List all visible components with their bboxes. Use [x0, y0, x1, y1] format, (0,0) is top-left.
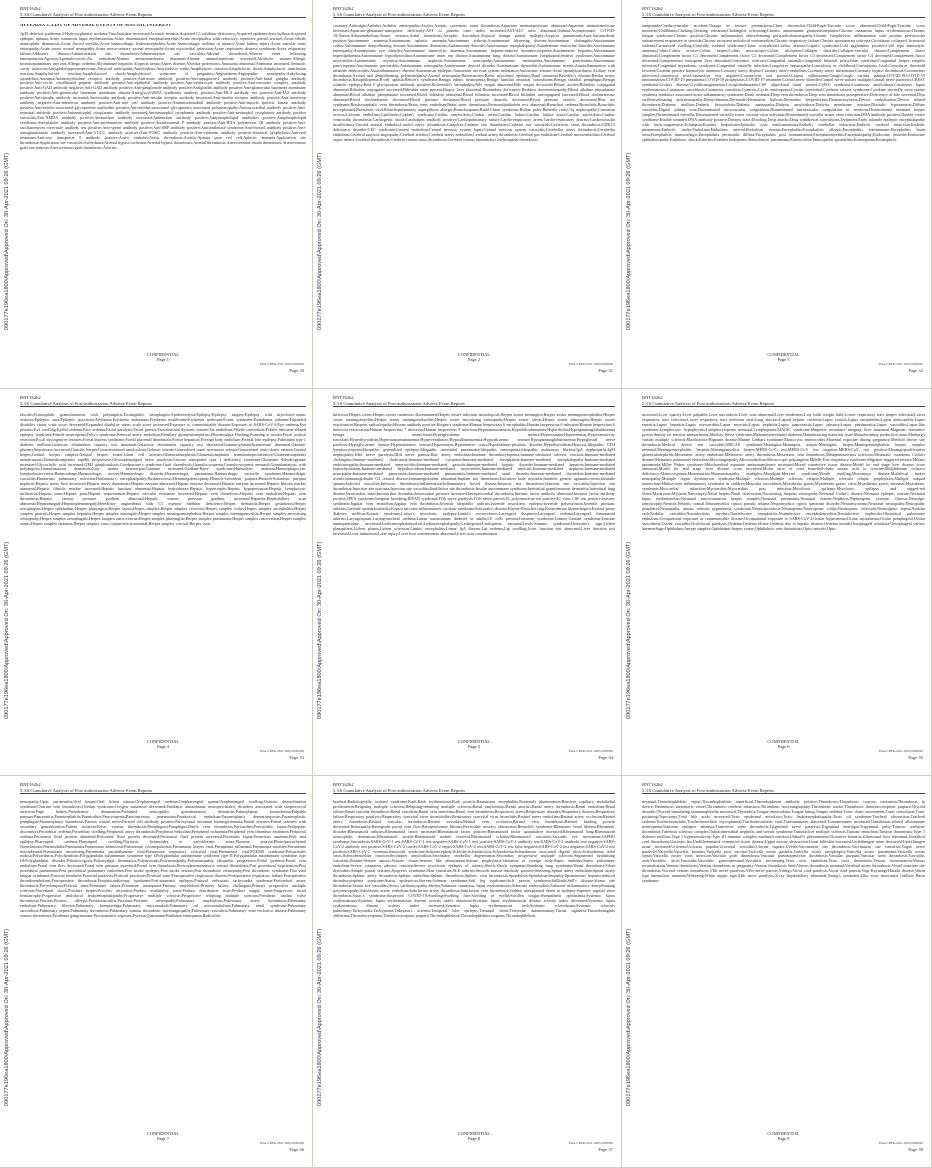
page-label: Page 6	[777, 744, 790, 749]
doc-id: BNT162b2	[333, 782, 354, 787]
footer-code: FDA-CBER-2021-5683-0000000	[878, 362, 923, 366]
document-page	[622, 389, 932, 776]
confidential-footer	[333, 352, 615, 362]
aesi-list-text: tamponade;Cerebrovascular accident;Change in seizure presentation;Chest discomfort;Child-Pugh-Turcotte score abnormal;Child-Pugh-Turcotte score increased;Chillblains;Choking;Choking sensation;Cholangitis sclerosing;Chronic autoimmune glomerulonephritis;Chronic cutaneous lupus erythematosus;Chronic fatigue syndrome;Chronic gastritis;Chronic inflammatory demyelinating polyradiculoneuropathy;Chronic lymphocytic inflammation with pontine perivascular enhancement responsive to steroids;Chronic recurrent multifocal osteomyelitis;Chronic respiratory failure;Chronic spontaneous urticaria;Circulatory collapse;Circumoral oedema;Circumoral swelling;Clinically isolated syndrome;Clonic convulsion;Coeliac disease;Cogan's syndrome;Cold agglutinins positive;Cold type haemolytic anaemia;Colitis;Colitis erosive;Colitis herpes;Colitis microscopic;Colitis ulcerative;Collagen disorder;Collagen-vascular disease;Complement factor abnormal;Complement factor C1 decreased;Complement factor C2 decreased;Complement factor C3 decreased;Complement factor C4 decreased;Complement factor decreased;Computerised tomogram liver abnormal;Concentric sclerosis;Congenital anomaly;Congenital bilateral perisylvian syndrome;Congenital herpes simplex infection;Congenital myasthenic syndrome;Congenital varicella infection;Congestive hepatopathy;Convulsion in childhood;Convulsions local;Convulsive threshold lowered;Coombs positive haemolytic anaemia;Coronary artery disease;Coronary artery embolism;Coronary artery thrombosis;Coronary bypass thrombosis;Coronavirus infection;Coronavirus test;Coronavirus test negative;Coronavirus test positive;Corpus callosotomy;Cough;Cough variant asthma;COVID-19;COVID-19 immunisation;COVID-19 pneumonia;COVID-19 prophylaxis;COVID-19 treatment;Cranial nerve disorder;Cranial nerve palsies multiple;Cranial nerve paralysis;CREST syndrome;Crohn's disease;Cryofibrinogenaemia;Cryoglobulinaemia;CSF oligoclonal band present;CSWS syndrome;Cutaneous amyloidosis;Cutaneous lupus erythematosus;Cutaneous sarcoidosis;Cutaneous vasculitis;Cyanosis;Cyclic neutropenia;Cystitis interstitial;Cytokine release syndrome;Cytokine storm;De novo purine synthesis inhibitors associated acute inflammatory syndrome;Death neonatal;Deep vein thrombosis;Deep vein thrombosis postoperative;Deficiency of bile secretion;Deja vu;Demyelinating polyneuropathy;Demyelination;Dermatitis;Dermatitis bullous;Dermatitis herpetiformis;Dermatomyositis;Device embolisation;Device related thrombosis;Diabetes mellitus;Diabetic ketoacidosis;Diabetic mastopathy;Dialysis amyloidosis;Dialysis membrane reaction;Diastolic hypotension;Diffuse vasculitis;Digital pitting scar;Disseminated intravascular coagulation;Disseminated intravascular coagulation in newborn;Disseminated neonatal herpes simplex;Disseminated varicella;Disseminated varicella zoster vaccine virus infection;Disseminated varicella zoster virus infection;DNA antibody positive;Double cortex syndrome;Double stranded DNA antibody positive;Dreamy state;Drooling;Drop attacks;Drug withdrawal convulsions;Dyspnoea;Early infantile epileptic encephalopathy with burst-suppression;Eclampsia;Eczema herpeticum;Embolia cutis medicamentosa;Embolic cerebellar infarction;Embolic cerebral infarction;Embolic pneumonia;Embolic stroke;Embolism;Embolism arterial;Embolism venous;Encephalitis;Encephalitis allergic;Encephalitis autoimmune;Encephalitis brain stem;Encephalitis haemorrhagic;Encephalitis periaxialis diffusa;Encephalitis post immunisation;Encephalomyelitis;Encephalopathy;Endocrine disorder;Endocrine ophthalmopathy;Endotoxic shock;Enteritis;Enteritis leukopenic;Enterobacter pneumonia;Enterocolitis;Enteropathic spondylitis;Eosinopenia;Eosinophilic	[642, 24, 925, 142]
confidential-label: CONFIDENTIAL	[146, 1131, 180, 1136]
section-header: 5.3.6 Cumulative Analysis of Post-authorization Adverse Event Reports	[20, 788, 306, 794]
confidential-label: CONFIDENTIAL	[457, 1131, 491, 1136]
document-page	[313, 776, 622, 1168]
page-label: Page 3	[777, 357, 790, 362]
footer-code: FDA-CBER-2021-5683-0000000	[259, 749, 304, 753]
page-body	[20, 800, 306, 1127]
document-page	[622, 0, 932, 389]
page-number: Page 32	[908, 368, 923, 373]
appendix-title: APPENDIX 1. LIST OF ADVERSE EVENTS OF SPECIAL INTEREST	[20, 24, 172, 28]
footer-code: FDA-CBER-2021-5683-0000000	[878, 1141, 923, 1145]
page-number: Page 34	[598, 755, 613, 760]
confidential-label: CONFIDENTIAL	[146, 739, 180, 744]
confidential-footer	[333, 1131, 615, 1141]
page-number: Page 37	[598, 1147, 613, 1152]
aesi-list-text: neuropathy;Optic perineuritis;Oral herpes;Oral lichen planus;Oropharyngeal oedema;Oropharyngeal spasm;Oropharyngeal swelling;Osmotic demyelination syndrome;Ovarian vein thrombosis;Overlap syndrome;Oxygen saturation decreased;Paediatric autoimmune neuropsychiatric disorders associated with streptococcal infection;Page kidney;Palindromic rheumatism;Palisaded neutrophilic granulomatous dermatitis;Palmoplantar keratoderma;Palpable purpura;Pancreatitis;Panencephalitis;Panniculitis;Pancytopenia;Paracancerous pneumonia;Paradoxical embolism;Paraneoplastic dermatomyositis;Paraneoplastic pemphigus;Paraneoplastic thrombosis;Paresis cranial nerve;Parietal cell antibody positive;Paroxysmal nocturnal haemoglobinuria;Partial seizures;Partial seizures with secondary generalisation;Patient isolation;Pelvic venous thrombosis;Pemphigoid;Pemphigus;Penile vein thrombosis;Pericarditis;Pericarditis lupus;Perihepatic discomfort;Periorbital oedema;Periorbital swelling;Peripheral artery thrombosis;Peripheral embolism;Peripheral ischaemia;Peripheral vein thrombus extension;Periportal oedema;Peritoneal fluid protein abnormal;Peritoneal fluid protein decreased;Peritoneal fluid protein increased;Peritonitis lupus;Pernicious anaemia;Petit mal epilepsy;Pharyngeal oedema;Pharyngeal swelling;Pityriasis lichenoides et varioliformis acuta;Placenta praevia;Pleuroparenchymal fibroelastosis;Pneumobilia;Pneumonia;Pneumonia adenoviral;Pneumonia cytomegaloviral;Pneumonia herpes viral;Pneumonia influenzal;Pneumonia measles;Pneumonia mycoplasmal;Pneumonia necrotising;Pneumonia parainfluenzae viral;Pneumonia respiratory syncytial viral;Pneumonia viral;POEMS syndrome;Polyarteritis nodosa;Polyarthritis;Polychondritis;Polyglandular autoimmune syndrome type I;Polyglandular autoimmune syndrome type II;Polyglandular autoimmune syndrome type III;Polyglandular disorder;Polymicrogyria;Polymyalgia rheumatica;Polymyositis;Polyneuropathy;Polyneuropathy idiopathic progressive;Portal pyaemia;Portal vein embolism;Portal vein flow decreased;Portal vein pressure increased;Portal vein thrombosis;Portosplenomesenteric venous thrombosis;Post procedural hypotension;Post procedural pneumonia;Post procedural pulmonary embolism;Post stroke epilepsy;Post stroke seizure;Post thrombotic retinopathy;Post thrombotic syndrome;Post viral fatigue syndrome;Postictal headache;Postictal paralysis;Postictal psychosis;Postictal state;Postoperative respiratory distress;Postoperative respiratory failure;Postoperative thromboembolism;Postoperative thrombosis;Postpericardiotomy syndrome;Post-traumatic epilepsy;Postural orthostatic tachycardia syndrome;Precerebral artery thrombosis;Pre-eclampsia;Preictal state;Premature labour;Premature menopause;Primary amyloidosis;Primary biliary cholangitis;Primary progressive multiple sclerosis;Procedural shock;Proctitis herpes;Proctitis ulcerative;Product availability issue;Product distribution issue;Product supply issue;Progressive facial hemiatrophy;Progressive multifocal leukoencephalopathy;Progressive multiple sclerosis;Progressive relapsing multiple sclerosis;Prosthetic cardiac valve thrombosis;Pruritus;Pruritus allergic;Pseudovasculitis;Psoriasis;Psoriatic arthropathy;Pulmonary amyloidosis;Pulmonary artery thrombosis;Pulmonary embolism;Pulmonary fibrosis;Pulmonary haemorrhage;Pulmonary microemboli;Pulmonary oil microembolism;Pulmonary renal syndrome;Pulmonary sarcoidosis;Pulmonary sepsis;Pulmonary thrombosis;Pulmonary tumour thrombotic microangiopathy;Pulmonary vasculitis;Pulmonary veno-occlusive disease;Pulmonary venous thrombosis;Pyoderma gangrenosum;Pyostomatitis vegetans;Pyrexia;Quarantine;Radiation leukopenia;Radiculitis	[20, 800, 306, 918]
document-page	[0, 0, 313, 389]
page-body	[333, 800, 615, 1127]
page-label: Page 9	[777, 1136, 790, 1141]
document-page	[313, 0, 622, 389]
section-header: 5.3.6 Cumulative Analysis of Post-authorization Adverse Event Reports	[20, 12, 306, 18]
footer-code: FDA-CBER-2021-5683-0000000	[568, 1141, 613, 1145]
section-header: 5.3.6 Cumulative Analysis of Post-authorization Adverse Event Reports	[642, 788, 925, 794]
page-label: Page 1	[157, 357, 169, 362]
aesi-list-text: infection;Herpes zoster;Herpes zoster cutaneous disseminated;Herpes zoster infection neurological;Herpes zoster meningitis;Herpes zoster meningoencephalitis;Herpes zoster meningomyelitis;Herpes zoster meningoradiculitis;Herpes zoster necrotising retinopathy;Herpes zoster oticus;Herpes zoster pharyngitis;Herpes zoster reactivation;Herpetic radiculopathy;Histone antibody positive;Hoigne's syndrome;Human herpesvirus 6 encephalitis;Human herpesvirus 6 infection;Human herpesvirus 6 infection reactivation;Human herpesvirus 7 infection;Human herpesvirus 8 infection;Hyperammonaemia;Hyperbilirubinaemia;Hypercholia;Hypergammaglobulinaemia benign monoclonal;Hyperglycaemic seizure;Hypersomnia;Hypertension;Hypersensitivity vasculitis;Hyperthyroidism;Hypertransaminasaemia;Hyperventilation;Hypoalbuminaemia;Hypocalcaemic seizure;Hypogammaglobulinaemia;Hypoglossal nerve paralysis;Hypoglycaemic seizure;Hyponatraemic seizure;Hypotension;Hypotensive crisis;Hypothalamo-pituitary disorder;Hypothyroidism;Hypoxia;Idiopathic CD4 lymphocytopenia;Idiopathic generalised epilepsy;Idiopathic interstitial pneumonia;Idiopathic neutropenia;Idiopathic pulmonary fibrosis;IgA nephropathy;IgM nephropathy;IIIrd nerve paralysis;IIIrd nerve paresis;Iliac artery embolism;Immune thrombocytopenia;Immune-mediated adverse reaction;Immune-mediated cholangitis;Immune-mediated cholestasis;Immune-mediated cytopenia;Immune-mediated encephalitis;Immune-mediated encephalopathy;Immune-mediated endocrinopathy;Immune-mediated enterocolitis;Immune-mediated gastritis;Immune-mediated hepatic disorder;Immune-mediated hepatitis;Immune-mediated hyperthyroidism;Immune-mediated hypothyroidism;Immune-mediated myocarditis;Immune-mediated myositis;Immune-mediated nephritis;Immune-mediated neuropathy;Immune-mediated pancreatitis;Immune-mediated pneumonitis;Immune-mediated renal disorder;Immune-mediated thyroiditis;Immune-mediated uveitis;Immunoglobulin G4 related disease;Immunoglobulins abnormal;Implant site thrombosis;Inclusion body myositis;Infantile genetic agranulocytosis;Infantile spasms;Infected vasculitis;Infective thrombosis;Inflammation;Inflammatory bowel disease;Infusion site thrombosis;Infusion site vasculitis;Injection site thrombosis;Injection site urticaria;Injection site vasculitis;Instillation site thrombosis;Insulin autoimmune syndrome;Interstitial granulomatous dermatitis;Interstitial lung disease;Intracardiac mass;Intracardiac thrombus;Intracranial pressure increased;Intrapericardial thrombosis;Intrinsic factor antibody abnormal;Intrinsic factor antibody positive;IPEX syndrome;Irregular breathing;IRVAN syndrome;IVth nerve paralysis;IVth nerve paresis;JC polyomavirus test positive;JC virus CSF test positive;Jeavons syndrome;Jugular vein embolism;Jugular vein thrombosis;Juvenile idiopathic arthritis;Juvenile myoclonic epilepsy;Juvenile polymyositis;Juvenile psoriatic arthritis;Juvenile spondyloarthritis;Kaposi sarcoma inflammatory cytokine syndrome;Kawasaki's disease;Kayser-Fleischer ring;Keratoderma blenorrhagica;Ketosis-prone diabetes mellitus;Kounis syndrome;Lafora's myoclonic epilepsy;Lambl's excrescences;Laryngeal dyspnoea;Laryngeal oedema;Laryngeal rheumatoid arthritis;Laryngospasm;Laryngotracheal oedema;Latent autoimmune diabetes in adults;LE cells present;Lemierre syndrome;Lennox-Gastaut syndrome;Leucine aminopeptidase increased;Leukoencephalomyelitis;Leukoencephalopathy;Leukopenia;Leukopenia neonatal;Lewis-Sumner syndrome;Lhermitte's sign;Lichen planopilaris;Lichen planus;Lichen sclerosus;Limbic encephalitis;Linear IgA disease;Lip oedema;Lip swelling;Liver function test abnormal;Liver function test increased;Liver induration;Liver injury;Liver iron concentration abnormal;Liver iron concentration	[333, 413, 615, 536]
approval-stamp: 090177e196ea1800\Approved\Approved On: 30-Apr-2021 09:26 (GMT)	[626, 152, 632, 330]
aesi-list-text: increased;Liver opacity;Liver palpable;Liver sarcoidosis;Liver scan abnormal;Liver tenderness;Low birth weight baby;Lower respiratory tract herpes infection;Lower respiratory tract infection;Lower respiratory tract infection viral;Lung abscess;Lupoid hepatic cirrhosis;Lupus cystitis;Lupus encephalitis;Lupus endocarditis;Lupus enteritis;Lupus hepatitis;Lupus myocarditis;Lupus myositis;Lupus nephritis;Lupus pancreatitis;Lupus pleurisy;Lupus pneumonitis;Lupus vasculitis;Lupus-like syndrome;Lymphocytic hypophysitis;Lymphocytopenia neonatal;Lymphopenia;MAGIC syndrome;Magnetic resonance imaging liver abnormal;Magnetic resonance proton density fat fraction measurement;Mallory-Weiss syndrome;Malnutrition-related diabetes;Manufacturing materials issue;Manufacturing production issue;Marburg's variant multiple sclerosis;Marchiafava-Bignami disease;Marine Lenhart syndrome;Mastocytic enterocolitis;Maternal exposure during pregnancy;Medical device site thrombosis;Medical device site vasculitis;MELAS syndrome;Meningitis;Meningitis aseptic;Meningitis herpes;Meningoencephalitis herpes simplex neonatal;Meningoencephalitis herpetic;Meningomyelitis herpes;MERS-CoV test;MERS-CoV test negative;MERS-CoV test positive;Mesangioproliferative glomerulonephritis;Mesenteric artery embolism;Mesenteric artery thrombosis;Mesenteric vein thrombosis;Metapneumovirus infection;Metastatic cutaneous Crohn's disease;Metastatic pulmonary embolism;Microangiopathy;Microembolism;Microscopic polyangiitis;Middle East respiratory syndrome;Migraine-triggered seizure;Miliary pneumonia;Miller Fisher syndrome;Mitochondrial aspartate aminotransferase increased;Mixed connective tissue disease;Model for end stage liver disease score abnormal;Model for end stage liver disease score increased;Molar ratio of total branched-chain amino acid to tyrosine;Molybdenum cofactor deficiency;Monocytopenia;Mononeuritis;Mononeuropathy multiplex;Morphoea;Morvan syndrome;Mouth swelling;Moyamoya disease;Multifocal motor neuropathy;Multiple organ dysfunction syndrome;Multiple sclerosis;Multiple sclerosis relapse;Multiple sclerosis relapse prophylaxis;Multiple subpial transection;Multisystem inflammatory syndrome in children;Muscular sarcoidosis;Myasthenia gravis;Myasthenia gravis crisis;Myasthenia gravis neonatal;Myasthenic syndrome;Myocardial infarction;Myocarditis;Myocarditis post infection;Myoclonic epilepsy;Myoclonic epilepsy and ragged-red fibres;Myokymia;Myositis;Narcolepsy;Nasal herpes;Nasal obstruction;Necrotising herpetic retinopathy;Neonatal Crohn's disease;Neonatal epileptic seizure;Neonatal lupus erythematosus;Neonatal mucocutaneous herpes simplex;Neonatal pneumonia;Neonatal seizure;Nephritis;Nephrogenic systemic fibrosis;Neuralgic amyotrophy;Neuritis;Neuritis cranial;Neuromyelitis optica pseudo relapse;Neuromyelitis optica spectrum disorder;Neuromyotonia;Neuronal neuropathy;Neuropathy peripheral;Neuropathy, ataxia, retinitis pigmentosa syndrome;Neurosarcoidosis;Neutropenia;Neutropenic colitis;Neutropenic infection;Neutropenic sepsis;Nodular rash;Nodular vasculitis;Noninfectious myelitis;Noninfective encephalitis;Noninfective encephalomyelitis;Noninfective oophoritis;Obstetrical pulmonary embolism;Occupational exposure to communicable disease;Occupational exposure to SARS-CoV-2;Ocular hyperaemia;Ocular myasthenia;Ocular pemphigoid;Ocular sarcoidosis;Ocular vasculitis;Oculofacial paralysis;Oedema;Oedema blister;Oedema due to hepatic disease;Oedema mouth;Oesophageal achalasia;Oesophageal varices haemorrhage;Ophthalmic herpes simplex;Ophthalmic herpes zoster;Ophthalmic vein thrombosis;Optic neuritis;Optic	[642, 413, 925, 531]
confidential-footer	[642, 739, 925, 749]
section-header: 5.3.6 Cumulative Analysis of Post-authorization Adverse Event Reports	[333, 401, 615, 407]
aesi-list-text: fasciitis;Eosinophilic granulomatosis with polyangiitis;Eosinophilic oesophagitis;Epidermolysis;Epilepsy;Epilepsy surgery;Epilepsy with myoclonic-atonic seizures;Epileptic aura;Epileptic psychosis;Erythema;Erythema induratum;Erythema multiforme;Erythema nodosum;Evans syndrome;Exanthema subitum;Expanded disability status scale score decreased;Expanded disability status scale score increased;Exposure to communicable disease;Exposure to SARS-CoV-2;Eye oedema;Eye pruritus;Eye swelling;Eyelid oedema;Face oedema;Facial paralysis;Facial paresis;Faciobrachial dystonic seizure;Fat embolism;Febrile convulsion;Febrile infection-related epilepsy syndrome;Febrile neutropenia;Felty's syndrome;Femoral artery embolism;Fibrillary glomerulonephritis;Fibromyalgia;Flushing;Foaming at mouth;Focal cortical resection;Focal dyscognitive seizures;Foetal distress syndrome;Foetal placental thrombosis;Foetor hepaticus;Foreign body embolism;Frontal lobe epilepsy;Fulminant type 1 diabetes mellitus;Galactose elimination capacity test abnormal;Galactose elimination capacity test decreased;Gamma-glutamyltransferase abnormal;Gamma-glutamyltransferase increased;Gastritis herpes;Gastrointestinal amyloidosis;Gelastic seizure;Generalised onset non-motor seizure;Generalised tonic-clonic seizure;Genital herpes;Genital herpes simplex;Genital herpes zoster;Giant cell arteritis;Glomerulonephritis;Glomerulonephritis membranoproliferative;Glomerulonephritis membranous;Glomerulonephritis rapidly progressive;Glossopharyngeal nerve paralysis;Glucose transporter type 1 deficiency syndrome;Glutamate dehydrogenase increased;Glycocholic acid increased;GM2 gangliosidosis;Goodpasture's syndrome;Graft thrombosis;Granulocytopenia;Granulocytopenia neonatal;Granulomatosis with polyangiitis;Granulomatous dermatitis;Grey matter heterotopia;Guanase increased;Guillain-Barre syndrome;Haemolytic anaemia;Haemophagocytic lymphohistiocytosis;Haemorrhage;Haemorrhagic ascites;Haemorrhagic disorder;Haemorrhagic pneumonia;Haemorrhagic varicella syndrome;Haemorrhagic vasculitis;Hantavirus pulmonary infection;Hashimoto's encephalopathy;Hashitoxicosis;Hemimegalencephaly;Henoch-Schonlein purpura;Henoch-Schonlein purpura nephritis;Hepatic artery flow decreased;Hepatic artery thrombosis;Hepatic enzyme abnormal;Hepatic enzyme decreased;Hepatic enzyme increased;Hepatic fibrosis marker abnormal;Hepatic fibrosis marker increased;Hepatic function abnormal;Hepatic hydrothorax;Hepatic hypertrophy;Hepatic hypoperfusion;Hepatic lymphocytic infiltration;Hepatic mass;Hepatic pain;Hepatic sequestration;Hepatic vascular resistance increased;Hepatic vein thrombosis;Hepatic vein embolism;Hepatic vein thrombosis;Hepatic venous pressure gradient abnormal;Hepatic venous pressure gradient increased;Hepatitis;Hepatobiliary scan abnormal;Hepatomegaly;Hepatosplenomegaly;Hereditary angioedema with C1 esterase inhibitor deficiency;Herpes dermatitis;Herpes gestationis;Herpes oesophagitis;Herpes ophthalmic;Herpes pharyngitis;Herpes sepsis;Herpes simplex;Herpes simplex cervicitis;Herpes simplex colitis;Herpes simplex encephalitis;Herpes simplex gastritis;Herpes simplex hepatitis;Herpes simplex meningitis;Herpes simplex meningoencephalitis;Herpes simplex meningomyelitis;Herpes simplex necrotising retinopathy;Herpes simplex oesophagitis;Herpes simplex otitis externa;Herpes simplex pharyngitis;Herpes simplex pneumonia;Herpes simplex reactivation;Herpes simplex sepsis;Herpes simplex viraemia;Herpes simplex virus conjunctivitis neonatal;Herpes simplex visceral;Herpes virus	[20, 413, 306, 526]
page-body	[642, 413, 925, 735]
page-number: Page 38	[908, 1147, 923, 1152]
document-page	[622, 776, 932, 1168]
document-page	[0, 389, 313, 776]
approval-stamp: 090177e196ea1800\Approved\Approved On: 30-Apr-2021 09:26 (GMT)	[626, 541, 632, 719]
doc-id: BNT162b2	[333, 6, 354, 11]
confidential-label: CONFIDENTIAL	[457, 739, 491, 744]
footer-code: FDA-CBER-2021-5683-0000000	[568, 749, 613, 753]
approval-stamp: 090177e196ea1800\Approved\Approved On: 30-Apr-2021 09:26 (GMT)	[626, 928, 632, 1106]
confidential-label: CONFIDENTIAL	[767, 352, 800, 357]
doc-id: BNT162b2	[642, 6, 663, 11]
document-page	[313, 389, 622, 776]
page-number: Page 35	[908, 755, 923, 760]
page-number: Page 36	[289, 1147, 304, 1152]
aesi-list-text: neonatal;Thrombophlebitis septic;Thrombophlebitis superficial;Thromboplastin antibody positive;Thrombosis;Thrombosis corpora cavernosa;Thrombosis in device;Thrombosis mesenteric vessel;Thrombotic cerebral infarction;Thrombotic microangiopathy;Thrombotic stroke;Thrombotic thrombocytopenic purpura;Thyroid disorder;Thyroid stimulating immunoglobulin increased;Thyroiditis;Tongue amyloidosis;Tongue biting;Tongue oedema;Tonic clonic movements;Tonic convulsion;Tonic posturing;Topectomy;Total bile acids increased;Toxic epidermal necrolysis;Toxic leukoencephalopathy;Toxic oil syndrome;Tracheal obstruction;Tracheal oedema;Tracheobronchitis;Tracheobronchitis mycoplasmal;Tracheobronchitis viral;Transaminases abnormal;Transaminases increased;Transfusion-related alloimmune neutropenia;Transient epileptic amnesia;Transverse sinus thrombosis;Trigeminal nerve paralysis;Trigeminal neuralgia;Trigeminal palsy;Truncus coeliacus thrombosis;Tuberous sclerosis complex;Tubulointerstitial nephritis and uveitis syndrome;Tumefactive multiple sclerosis;Tumour embolism;Tumour thrombosis;Type 1 diabetes mellitus;Type I hypersensitivity;Type III immune complex mediated reaction;Uhthoff's phenomenon;Ulcerative keratitis;Ultrasound liver abnormal;Umbilical cord thrombosis;Uncinate fits;Undifferentiated connective tissue disease;Upper airway obstruction;Urine bilirubin increased;Urobilinogen urine decreased;Urobilinogen urine increased;Urticaria;Urticaria papular;Urticarial vasculitis;Uterine rupture;Uveitis;Vaccination site thrombosis;Vaccination site vasculitis;Vagus nerve paralysis;Varicella;Varicella keratitis;Varicella post vaccine;Varicella zoster gastritis;Varicella zoster oesophagitis;Varicella zoster pneumonia;Varicella zoster sepsis;Varicella zoster virus infection;Vascular graft thrombosis;Vascular pseudoaneurysm thrombosis;Vascular purpura;Vascular stent thrombosis;Vasculitic rash;Vasculitic ulcer;Vasculitis;Vasculitis gastrointestinal;Vasculitis necrotising;Vena cava embolism;Vena cava thrombosis;Venous intravasation;Venous recanalisation;Venous thrombosis;Venous thrombosis in pregnancy;Venous thrombosis limb;Venous thrombosis neonatal;Vertebral artery thrombosis;Vessel puncture site thrombosis;Visceral venous thrombosis;VIth nerve paralysis;VIth nerve paresis;Vitiligo;Vocal cord paralysis;Vocal cord paresis;Vogt-Koyanagi-Harada disease;Warm type haemolytic anaemia;Wheezing;White nipple sign;XIth nerve paralysis;X-ray hepatobiliary abnormal;Young's syndrome;Zika virus associated Guillain Barre syndrome.	[642, 800, 925, 884]
approval-stamp: 090177e196ea1800\Approved\Approved On: 30-Apr-2021 09:26 (GMT)	[317, 928, 323, 1106]
page-body	[333, 413, 615, 735]
aesi-list-text: brachial;Radiologically isolated syndrome;Rash;Rash erythematous;Rash pruritic;Rasmussen encephalitis;Raynaud's phenomenon;Reactive capillary endothelial proliferation;Relapsing multiple sclerosis;Relapsing-remitting multiple sclerosis;Renal amyloidosis;Renal arteritis;Renal artery thrombosis;Renal embolism;Renal failure;Renal vascular thrombosis;Renal vasculitis;Renal vein embolism;Renal vein thrombosis;Respiratory arrest;Respiratory disorder;Respiratory distress;Respiratory failure;Respiratory paralysis;Respiratory syncytial virus bronchiolitis;Respiratory syncytial virus bronchitis;Retinal artery embolism;Retinal artery occlusion;Retinal artery thrombosis;Retinal vascular thrombosis;Retinal vasculitis;Retinal vein occlusion;Retinal vein thrombosis;Retinol binding protein decreased;Retinopathy;Retrograde portal vein flow;Retroperitoneal fibrosis;Reversible airways obstruction;Reynold's syndrome;Rheumatic brain disease;Rheumatic disorder;Rheumatoid arthritis;Rheumatoid factor increased;Rheumatoid factor positive;Rheumatoid factor quantitative increased;Rheumatoid lung;Rheumatoid neutrophilic dermatosis;Rheumatoid nodule;Rheumatoid nodule removal;Rheumatoid scleritis;Rheumatoid vasculitis;Saccadic eye movement;SAPHO syndrome;Sarcoidosis;SARS-CoV-1 test;SARS-CoV-1 test negative;SARS-CoV-1 test positive;SARS-CoV-2 antibody test;SARS-CoV-2 antibody test negative;SARS-CoV-2 antibody test positive;SARS-CoV-2 carrier;SARS-CoV-2 sepsis;SARS-CoV-2 test;SARS-CoV-2 test false negative;SARS-CoV-2 test negative;SARS-CoV-2 test positive;SARS-CoV-2 viraemia;Satoyoshi syndrome;Schizencephaly;Scleritis;Sclerodactylia;Scleroderma;Scleroderma associated digital ulcer;Scleroderma renal crisis;Scleroderma-like reaction;Secondary amyloidosis;Secondary cerebellar degeneration;Secondary progressive multiple sclerosis;Segmented hyalinising vasculitis;Seizure;Seizure anoxic;Seizure cluster;Seizure like phenomena;Seizure prophylaxis;Sensation of foreign body;Septic embolus;Septic pulmonary embolism;Severe cutaneous adverse reaction;Severe myoclonic epilepsy of infancy;Shock;Shock symptom;Shrinking lung syndrome;Shunt thrombosis;Silent thyroiditis;Simple partial seizures;Sjogren's syndrome;Skin vasculitis;SLE arthritis;Smooth muscle antibody positive;Sneezing;Spinal artery embolism;Spinal artery thrombosis;Splenic artery thrombosis;Splenic embolism;Splenic thrombosis;Splenic vein thrombosis;Spondylitis;Spondyloarthropathy;Spontaneous heparin-induced thrombocytopenia syndrome;Status epilepticus;Stevens-Johnson syndrome;Stiff leg syndrome;Stiff person syndrome;Stillbirth;Still's disease;Stoma site thrombosis;Stoma site vasculitis;Stress cardiomyopathy;Stridor;Subacute cutaneous lupus erythematosus;Subacute endocarditis;Subacute inflammatory demyelinating polyneuropathy;Subclavian artery embolism;Subclavian artery thrombosis;Subclavian vein thrombosis;Sudden unexplained death in epilepsy;Superior sagittal sinus thrombosis;Susac's syndrome;Suspected COVID-19;Swelling;Swelling face;Swelling of eyelid;Swollen tongue;Sympathetic ophthalmia;Systemic lupus erythematosus;Systemic lupus erythematosus disease activity index abnormal;Systemic lupus erythematosus disease activity index decreased;Systemic lupus erythematosus disease activity index increased;Systemic lupus erythematosus rash;Systemic scleroderma;Systemic sclerosis pulmonary;Tachycardia;Tachypnoea;Takayasu's arteritis;Temporal lobe epilepsy;Terminal ileitis;Testicular autoimmunity;Throat tightness;Thromboangiitis obliterans;Thrombocytopenia;Thrombocytopenic purpura;Thrombophlebitis;Thrombophlebitis migrans;Thrombophlebitis	[333, 800, 615, 918]
confidential-footer	[20, 1131, 306, 1141]
doc-id: BNT162b2	[20, 395, 41, 400]
aesi-list-text: 1p36 deletion syndrome;2-Hydroxyglutaric aciduria;5'nucleotidase increased;Acoustic neuritis;Acquired C1 inhibitor deficiency;Acquired epidermolysis bullosa;Acquired epileptic aphasia;Acute cutaneous lupus erythematosus;Acute disseminated encephalomyelitis;Acute encephalitis with refractory, repetitive partial seizures;Acute febrile neutrophilic dermatosis;Acute flaccid myelitis;Acute haemorrhagic leukoencephalitis;Acute haemorrhagic oedema of infancy;Acute kidney injury;Acute macular outer retinopathy;Acute motor axonal neuropathy;Acute motor-sensory axonal neuropathy;Acute myocardial infarction;Acute respiratory distress syndrome;Acute respiratory failure;Addison's disease;Administration site thrombosis;Administration site vasculitis;Adrenal thrombosis;Adverse event following immunisation;Ageusia;Agranulocytosis;Air embolism;Alanine aminotransferase abnormal;Alanine aminotransferase increased;Alcoholic seizure;Allergic bronchopulmonary mycosis;Allergic oedema;Alloimmune hepatitis;Alopecia areata;Alpers disease;Alveolar proteinosis;Ammonia abnormal;Ammonia increased;Amniotic cavity infection;Amygdalohippocampectomy;Amyloid arthropathy;Amyloidosis;Amyloidosis senile;Anaphylactic reaction;Anaphylactic shock;Anaphylactic transfusion reaction;Anaphylactoid reaction;Anaphylactoid shock;Anaphylactoid syndrome of pregnancy;Angioedema;Angiopathic neuropathy;Ankylosing spondylitis;Anosmia;Antiacetylcholine receptor antibody positive;Anti-actin antibody positive;Anti-aquaporin-4 antibody positive;Anti-basal ganglia antibody positive;Anti-cyclic citrullinated peptide antibody positive;Anti-epithelial antibody positive;Anti-erythrocyte antibody positive;Anti-exosome complex antibody positive;Anti-GAD antibody negative;Anti-GAD antibody positive;Anti-ganglioside antibody positive;Antigliadin antibody positive;Anti-glomerular basement membrane antibody positive;Anti-glomerular basement membrane disease;Anti-glycyl-tRNA synthetase antibody positive;Anti-HLA antibody test positive;Anti-IA2 antibody positive;Anti-insulin antibody increased;Anti-insulin antibody positive;Anti-insulin receptor antibody increased;Anti-insulin receptor antibody positive;Anti-interferon antibody negative;Anti-interferon antibody positive;Anti-islet cell antibody positive;Antimitochondrial antibody positive;Anti-muscle specific kinase antibody positive;Anti-myelin-associated glycoprotein antibodies positive;Anti-myelin-associated glycoprotein associated polyneuropathy;Antimyocardial antibody positive;Anti-neuronal antibody positive;Antineutrophil cytoplasmic antibody increased;Antineutrophil cytoplasmic antibody positive;Anti-neutrophil cytoplasmic antibody positive vasculitis;Anti-NMDA antibody positive;Antinuclear antibody increased;Antinuclear antibody positive;Antiphospholipid antibodies positive;Antiphospholipid syndrome;Anti-platelet antibody positive;Anti-prothrombin antibody positive;Antiribosomal P antibody positive;Anti-RNA polymerase III antibody positive;Anti-saccharomyces cerevisiae antibody test positive;Anti-sperm antibody positive;Anti-SRP antibody positive;Antisynthetase syndrome;Anti-thyroid antibody positive;Anti-transglutaminase antibody increased;Anti-VGCC antibody positive;Anti-VGKC antibody positive;Anti-vimentin antibody positive;Antiviral prophylaxis;Antiviral treatment;Anti-zinc transporter 8 antibody positive;Aortic embolus;Aortic thrombosis;Aortitis;Aplasia pure red cell;Aplastic anaemia;Application site thrombosis;Application site vasculitis;Arrhythmia;Arterial bypass occlusion;Arterial bypass thrombosis;Arterial thrombosis;Arteriovenous fistula thrombosis;Arteriovenous graft site stenosis;Arteriovenous graft thrombosis;Arteritis	[20, 30, 306, 150]
approval-stamp: 090177e196ea1800\Approved\Approved On: 30-Apr-2021 09:26 (GMT)	[4, 928, 10, 1106]
confidential-footer	[20, 352, 306, 362]
page-body	[642, 800, 925, 1127]
section-header: 5.3.6 Cumulative Analysis of Post-authorization Adverse Event Reports	[20, 401, 306, 407]
section-header: 5.3.6 Cumulative Analysis of Post-authorization Adverse Event Reports	[642, 12, 925, 18]
page-number: Page 33	[289, 755, 304, 760]
confidential-footer	[642, 1131, 925, 1141]
footer-code: FDA-CBER-2021-5683-0000000	[568, 362, 613, 366]
document-page	[0, 776, 313, 1168]
page-body	[20, 24, 306, 348]
section-header: 5.3.6 Cumulative Analysis of Post-authorization Adverse Event Reports	[333, 12, 615, 18]
approval-stamp: 090177e196ea1800\Approved\Approved On: 30-Apr-2021 09:26 (GMT)	[317, 152, 323, 330]
page-body	[642, 24, 925, 348]
page-label: Page 5	[468, 744, 480, 749]
page-number: Page 31	[598, 368, 613, 373]
page-label: Page 8	[468, 1136, 480, 1141]
doc-id: BNT162b2	[20, 782, 41, 787]
doc-id: BNT162b2	[642, 395, 663, 400]
footer-code: FDA-CBER-2021-5683-0000000	[259, 362, 304, 366]
page-label: Page 7	[157, 1136, 169, 1141]
confidential-label: CONFIDENTIAL	[146, 352, 180, 357]
page-body	[20, 413, 306, 735]
confidential-label: CONFIDENTIAL	[767, 1131, 800, 1136]
confidential-footer	[20, 739, 306, 749]
confidential-footer	[642, 352, 925, 362]
approval-stamp: 090177e196ea1800\Approved\Approved On: 30-Apr-2021 09:26 (GMT)	[4, 152, 10, 330]
doc-id: BNT162b2	[333, 395, 354, 400]
confidential-label: CONFIDENTIAL	[767, 739, 800, 744]
footer-code: FDA-CBER-2021-5683-0000000	[878, 749, 923, 753]
page-label: Page 2	[468, 357, 480, 362]
page-body	[333, 24, 615, 348]
section-header: 5.3.6 Cumulative Analysis of Post-authorization Adverse Event Reports	[333, 788, 615, 794]
confidential-label: CONFIDENTIAL	[457, 352, 491, 357]
confidential-footer	[333, 739, 615, 749]
footer-code: FDA-CBER-2021-5683-0000000	[259, 1141, 304, 1145]
page-label: Page 4	[157, 744, 169, 749]
aesi-list-text: coronary;Arthralgia;Arthritis;Arthritis enteropathic;Ascites;Aseptic cavernous sinus thrombosis;Aspartate aminotransferase abnormal;Aspartate aminotransferase increased;Aspartate-glutamate-transporter deficiency;AST to platelet ratio index increased;AST/ALT ratio abnormal;Asthma;Asymptomatic COVID-19;Ataxia;Atheroembolism;Atonic seizures;Atrial thrombosis;Atrophic thyroiditis;Atypical benign partial epilepsy;Atypical pneumonia;Aura;Autoantibody positive;Autoimmune anaemia;Autoimmune aplastic anaemia;Autoimmune arthritis;Autoimmune blistering disease;Autoimmune cholangitis;Autoimmune colitis;Autoimmune demyelinating disease;Autoimmune dermatitis;Autoimmune disorder;Autoimmune encephalopathy;Autoimmune endocrine disorder;Autoimmune enteropathy;Autoimmune eye disorder;Autoimmune haemolytic anaemia;Autoimmune heparin-induced thrombocytopenia;Autoimmune hepatitis;Autoimmune hyperlipidaemia;Autoimmune hypothyroidism;Autoimmune inner ear disease;Autoimmune lung disease;Autoimmune lymphoproliferative syndrome;Autoimmune myocarditis;Autoimmune myositis;Autoimmune nephritis;Autoimmune neuropathy;Autoimmune neutropenia;Autoimmune pancreatitis;Autoimmune pancytopenia;Autoimmune pericarditis;Autoimmune retinopathy;Autoimmune thyroid disorder;Autoimmune thyroiditis;Autoimmune uveitis;Autoinflammation with infantile enterocolitis;Autoinflammatory disease;Automatism epileptic;Autonomic nervous system imbalance;Autonomic seizure;Axial spondyloarthritis;Axillary vein thrombosis;Axonal and demyelinating polyneuropathy;Axonal neuropathy;Bacterascites;Baltic myoclonic epilepsy;Band sensation;Basedow's disease;Basilar artery thrombosis;Basophilopenia;B-cell aplasia;Behcet's syndrome;Benign ethnic neutropenia;Benign familial neonatal convulsions;Benign familial pemphigus;Benign rolandic epilepsy;Beta-2 glycoprotein antibody positive;Bickerstaff's encephalitis;Bile output abnormal;Bile output decreased;Biliary ascites;Bilirubin conjugated abnormal;Bilirubin conjugated increased;Bilirubin urine present;Biopsy liver abnormal;Biotinidase deficiency;Birdshot chorioretinopathy;Blood alkaline phosphatase abnormal;Blood alkaline phosphatase increased;Blood bilirubin abnormal;Blood bilirubin increased;Blood bilirubin unconjugated increased;Blood cholinesterase abnormal;Blood cholinesterase decreased;Blood pressure decreased;Blood pressure diastolic decreased;Blood pressure systolic decreased;Blue toe syndrome;Brachiocephalic vein thrombosis;Brain stem embolism;Brain stem thrombosis;Bromosulphthalein test abnormal;Bronchial oedema;Bronchitis;Bronchitis mycoplasmal;Bronchitis viral;Bronchopulmonary aspergillosis allergic;Bronchospasm;Budd-Chiari syndrome;Bulbar palsy;Butterfly rash;C1q nephropathy;Caesarean section;Calcium embolism;Capillaritis;Caplan's syndrome;Cardiac amyloidosis;Cardiac arrest;Cardiac failure;Cardiac failure acute;Cardiac sarcoidosis;Cardiac ventricular thrombosis;Cardiogenic shock;Cardiolipin antibody positive;Cardiopulmonary failure;Cardio-respiratory arrest;Cardio-respiratory distress;Cardiovascular insufficiency;Carotid arterial embolus;Carotid artery thrombosis;Cataplexy;Catheter site thrombosis;Catheter site vasculitis;Cavernous sinus thrombosis;CDKL5 deficiency disorder;CEC syndrome;Cement embolism;Central nervous system lupus;Central nervous system vasculitis;Cerebellar artery thrombosis;Cerebellar embolism;Cerebral amyloid angiopathy;Cerebral arteritis;Cerebral artery embolism;Cerebral artery thrombosis;Cerebral gas embolism;Cerebral microembolism;Cerebral septic infarct;Cerebral thrombosis;Cerebral venous sinus thrombosis;Cerebral venous thrombosis;Cerebrospinal thrombotic	[333, 24, 615, 142]
page-number: Page 30	[289, 368, 304, 373]
approval-stamp: 090177e196ea1800\Approved\Approved On: 30-Apr-2021 09:26 (GMT)	[4, 541, 10, 719]
section-header: 5.3.6 Cumulative Analysis of Post-authorization Adverse Event Reports	[642, 401, 925, 407]
doc-id: BNT162b2	[642, 782, 663, 787]
doc-id: BNT162b2	[20, 6, 41, 11]
approval-stamp: 090177e196ea1800\Approved\Approved On: 30-Apr-2021 09:26 (GMT)	[317, 541, 323, 719]
